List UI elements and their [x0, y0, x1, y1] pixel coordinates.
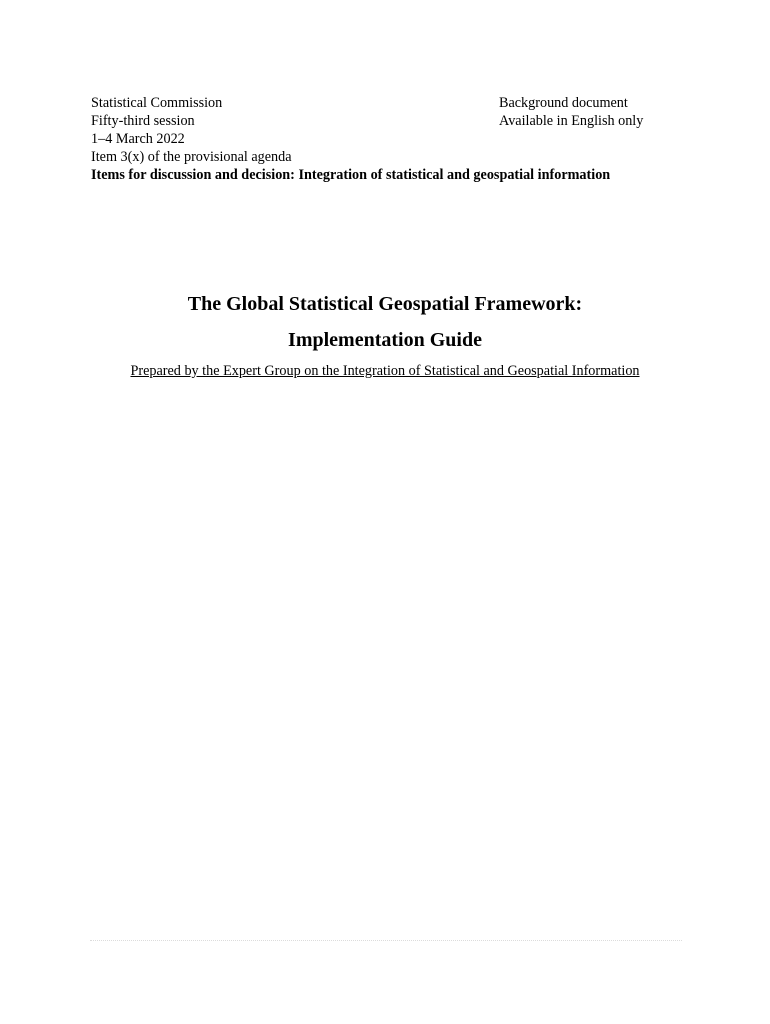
agenda-item: Item 3(x) of the provisional agenda	[91, 149, 292, 165]
document-subtitle: Prepared by the Expert Group on the Integration of Statistical and Geospatial Information	[130, 363, 640, 379]
session-dates: 1–4 March 2022	[91, 131, 185, 147]
title-line-2: Implementation Guide	[288, 329, 482, 351]
footer-divider	[90, 940, 682, 941]
session-name: Fifty-third session	[91, 113, 195, 129]
language-availability: Available in English only	[499, 113, 644, 129]
document-header-right	[499, 94, 739, 130]
commission-name: Statistical Commission	[91, 95, 223, 111]
document-title	[0, 286, 770, 358]
title-line-1: The Global Statistical Geospatial Framework:	[187, 293, 583, 315]
agenda-item-title: Items for discussion and decision: Integration of statistical and geospatial information	[91, 167, 611, 183]
document-type: Background document	[499, 95, 628, 111]
